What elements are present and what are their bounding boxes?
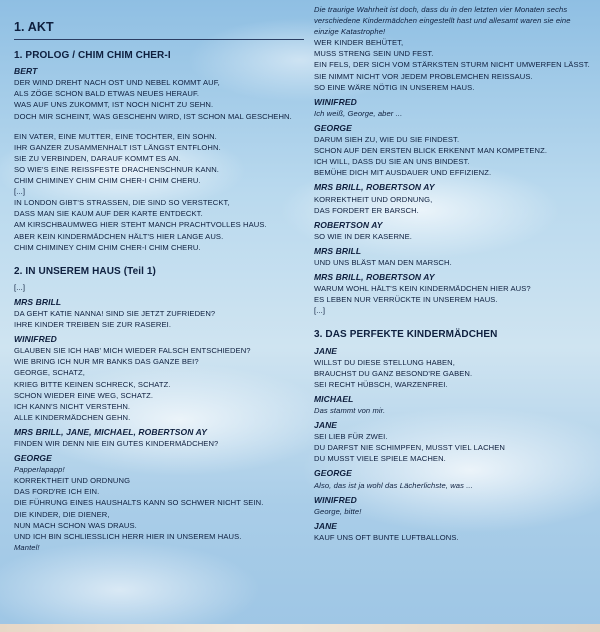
ellipsis: [...]	[14, 282, 26, 292]
lyric-line: [...]	[14, 187, 26, 197]
lyric-line: DER WIND DREHT NACH OST UND NEBEL KOMMT AUF,	[14, 78, 220, 88]
spoken-line: Die traurige Wahrheit ist doch, dass du in den letzten vier Monaten sechs	[314, 5, 568, 14]
left-column	[14, 0, 304, 622]
speaker-george: GEORGE	[14, 453, 52, 464]
lyric-line: CHIM CHIMINEY CHIM CHIM CHER-I CHIM CHERU.	[14, 242, 201, 252]
lyric-line: WILLST DU DIESE STELLUNG HABEN,	[314, 357, 455, 367]
speaker-bert: BERT	[14, 66, 38, 77]
speaker-brill-ay: MRS BRILL, ROBERTSON AY	[314, 182, 435, 193]
lyric-line: SO WIE IN DER KASERNE.	[314, 231, 412, 241]
spoken-line: Papperlapapp!	[14, 465, 65, 475]
lyric-line: KRIEG BITTE KEINEN SCHRECK, SCHATZ.	[14, 379, 171, 389]
lyric-line: DU MUSST VIELE SPIELE MACHEN.	[314, 454, 446, 464]
lyric-line: GLAUBEN SIE ICH HAB' MICH WIEDER FALSCH ENTSCHIEDEN?	[14, 346, 251, 356]
speaker-brill-ay: MRS BRILL, ROBERTSON AY	[314, 272, 435, 283]
lyric-line: MUSS STRENG SEIN UND FEST.	[314, 49, 434, 59]
lyric-line: WARUM WOHL HÄLT'S KEIN KINDERMÄDCHEN HIER AUS?	[314, 284, 531, 294]
lyric-line: SIE NIMMT NICHT VOR JEDEM PROBLEMCHEN REISSAUS.	[314, 71, 533, 81]
speaker-robertson-ay: ROBERTSON AY	[314, 219, 383, 230]
lyric-line: SO WIE'S EINE REISSFESTE DRACHENSCHNUR KANN.	[14, 164, 220, 174]
lyric-stanza	[14, 77, 304, 121]
lyric-line: DU DARFST NIE SCHIMPFEN, MUSST VIEL LACHEN	[314, 443, 505, 453]
spoken-line: Also, das ist ja wohl das Lächerlichste, was ...	[314, 480, 473, 490]
spoken-line: George, bitte!	[314, 506, 362, 516]
lyric-line: ICH KANN'S NICHT VERSTEHN.	[14, 401, 131, 411]
lyric-line: WAS AUF UNS ZUKOMMT, IST NOCH NICHT ZU SEHN.	[14, 100, 214, 110]
lyric-line: EIN VATER, EINE MUTTER, EINE TOCHTER, EIN SOHN.	[14, 131, 217, 141]
lyric-line: IHR GANZER ZUSAMMENHALT IST LÄNGST ENTFLOHN.	[14, 142, 221, 152]
speaker-michael: MICHAEL	[314, 393, 354, 404]
speaker-group: MRS BRILL, JANE, MICHAEL, ROBERTSON AY	[14, 426, 208, 437]
lyric-line: AM KIRSCHBAUMWEG HIER STEHT MANCH PRACHTVOLLES HAUS.	[14, 220, 267, 230]
speaker-jane: JANE	[314, 420, 338, 431]
lyric-line: KORREKTHEIT UND ORDNUNG	[14, 476, 131, 486]
lyric-line: SIE ZU VERBINDEN, DARAUF KOMMT ES AN.	[14, 153, 181, 163]
lyric-line: DAS FORDERT ER BARSCH.	[314, 205, 419, 215]
lyric-line: KAUF UNS OFT BUNTE LUFTBALLONS.	[314, 532, 459, 542]
right-column	[314, 0, 596, 622]
speaker-george: GEORGE	[314, 468, 352, 479]
lyric-line: DIE KINDER, DIE DIENER,	[14, 509, 110, 519]
lyric-line: ABER KEIN KINDERMÄDCHEN HÄLT'S HIER LANGE AUS.	[14, 231, 224, 241]
act-title: 1. AKT	[14, 22, 304, 40]
speaker-george: GEORGE	[314, 122, 352, 133]
booklet-page-edge	[0, 624, 600, 632]
section-title-in-unserem-haus: 2. IN UNSEREM HAUS (Teil 1)	[14, 265, 156, 277]
ellipsis: [...]	[314, 306, 326, 316]
lyric-line: KORREKTHEIT UND ORDNUNG,	[314, 194, 433, 204]
lyric-line: DARUM SIEH ZU, WIE DU SIE FINDEST.	[314, 135, 460, 145]
spoken-line: Das stammt von mir.	[314, 406, 386, 415]
lyric-line: UND UNS BLÄST MAN DEN MARSCH.	[314, 257, 452, 267]
lyric-line: DASS MAN SIE KAUM AUF DER KARTE ENTDECKT.	[14, 209, 203, 219]
spoken-line: Ich weiß, George, aber ...	[314, 108, 403, 118]
spoken-line: verschiedene Kindermädchen eingestellt hast und allesamt waren sie eine	[314, 16, 571, 26]
speaker-winifred: WINIFRED	[314, 494, 357, 505]
lyric-line: FINDEN WIR DENN NIE EIN GUTES KINDERMÄDCHEN?	[14, 439, 219, 448]
lyric-line: DIE FÜHRUNG EINES HAUSHALTS KANN SO SCHWER NICHT SEIN.	[14, 498, 264, 508]
lyric-line: DAS FORD'RE ICH EIN.	[14, 487, 100, 497]
lyric-line: SO EINE WÄRE NÖTIG IN UNSEREM HAUS.	[314, 82, 475, 92]
lyric-line: DOCH MIR SCHEINT, WAS GESCHEHN WIRD, IST SCHON MAL GESCHEHN.	[14, 111, 292, 121]
lyric-line: UND ICH BIN SCHLIESSLICH HERR HIER IN UNSEREM HAUS.	[14, 531, 242, 541]
spoken-line: Mantel!	[14, 542, 40, 552]
lyric-line: BRAUCHST DU GANZ BESOND'RE GABEN.	[314, 368, 473, 378]
lyric-line: WER KINDER BEHÜTET,	[314, 38, 404, 48]
lyric-line: ES LEBEN NUR VERRÜCKTE IN UNSEREM HAUS.	[314, 295, 498, 305]
lyric-line: DA GEHT KATIE NANNA! SIND SIE JETZT ZUFRIEDEN?	[14, 308, 216, 318]
lyric-line: SCHON WIEDER EINE WEG, SCHATZ.	[14, 390, 154, 400]
lyric-line: ICH WILL, DASS DU SIE AN UNS BINDEST.	[314, 157, 470, 167]
lyric-line: SEI RECHT HÜBSCH, WARZENFREI.	[314, 379, 448, 389]
lyric-line: BEMÜHE DICH MIT AUSDAUER UND EFFIZIENZ.	[314, 168, 492, 178]
lyric-line: WIE BRING ICH NUR MR BANKS DAS GANZE BEI?	[14, 357, 199, 367]
spoken-line: einzige Katastrophe!	[314, 27, 386, 37]
lyric-stanza	[14, 131, 304, 253]
lyric-line: IN LONDON GIBT'S STRASSEN, DIE SIND SO VERSTECKT,	[14, 198, 230, 208]
speaker-jane: JANE	[314, 520, 338, 531]
lyric-line: EIN FELS, DER SICH VOM STÄRKSTEN STURM NICHT UMWERFEN LÄSST.	[314, 60, 590, 70]
lyric-line: SEI LIEB FÜR ZWEI.	[314, 432, 388, 442]
section-title-prolog: 1. PROLOG / CHIM CHIM CHER-I	[14, 50, 171, 62]
lyric-line: SCHON AUF DEN ERSTEN BLICK ERKENNT MAN KOMPETENZ.	[314, 146, 548, 156]
speaker-mrs-brill: MRS BRILL	[314, 245, 362, 256]
speaker-jane: JANE	[314, 345, 338, 356]
lyric-line: ALLE KINDERMÄDCHEN GEHN.	[14, 412, 131, 422]
section-title-perfekte-kindermaedchen: 3. DAS PERFEKTE KINDERMÄDCHEN	[314, 329, 498, 341]
lyric-line: CHIM CHIMINEY CHIM CHIM CHER-I CHIM CHERU.	[14, 176, 201, 186]
lyric-line: ALS ZÖGE SCHON BALD ETWAS NEUES HERAUF.	[14, 89, 200, 99]
lyric-line: IHRE KINDER TREIBEN SIE ZUR RASEREI.	[14, 320, 172, 330]
speaker-mrs-brill: MRS BRILL	[14, 296, 62, 307]
lyric-line: GEORGE, SCHATZ,	[14, 368, 85, 378]
speaker-winifred: WINIFRED	[14, 334, 57, 345]
lyric-line: NUN MACH SCHON WAS DRAUS.	[14, 520, 137, 530]
speaker-winifred: WINIFRED	[314, 96, 357, 107]
